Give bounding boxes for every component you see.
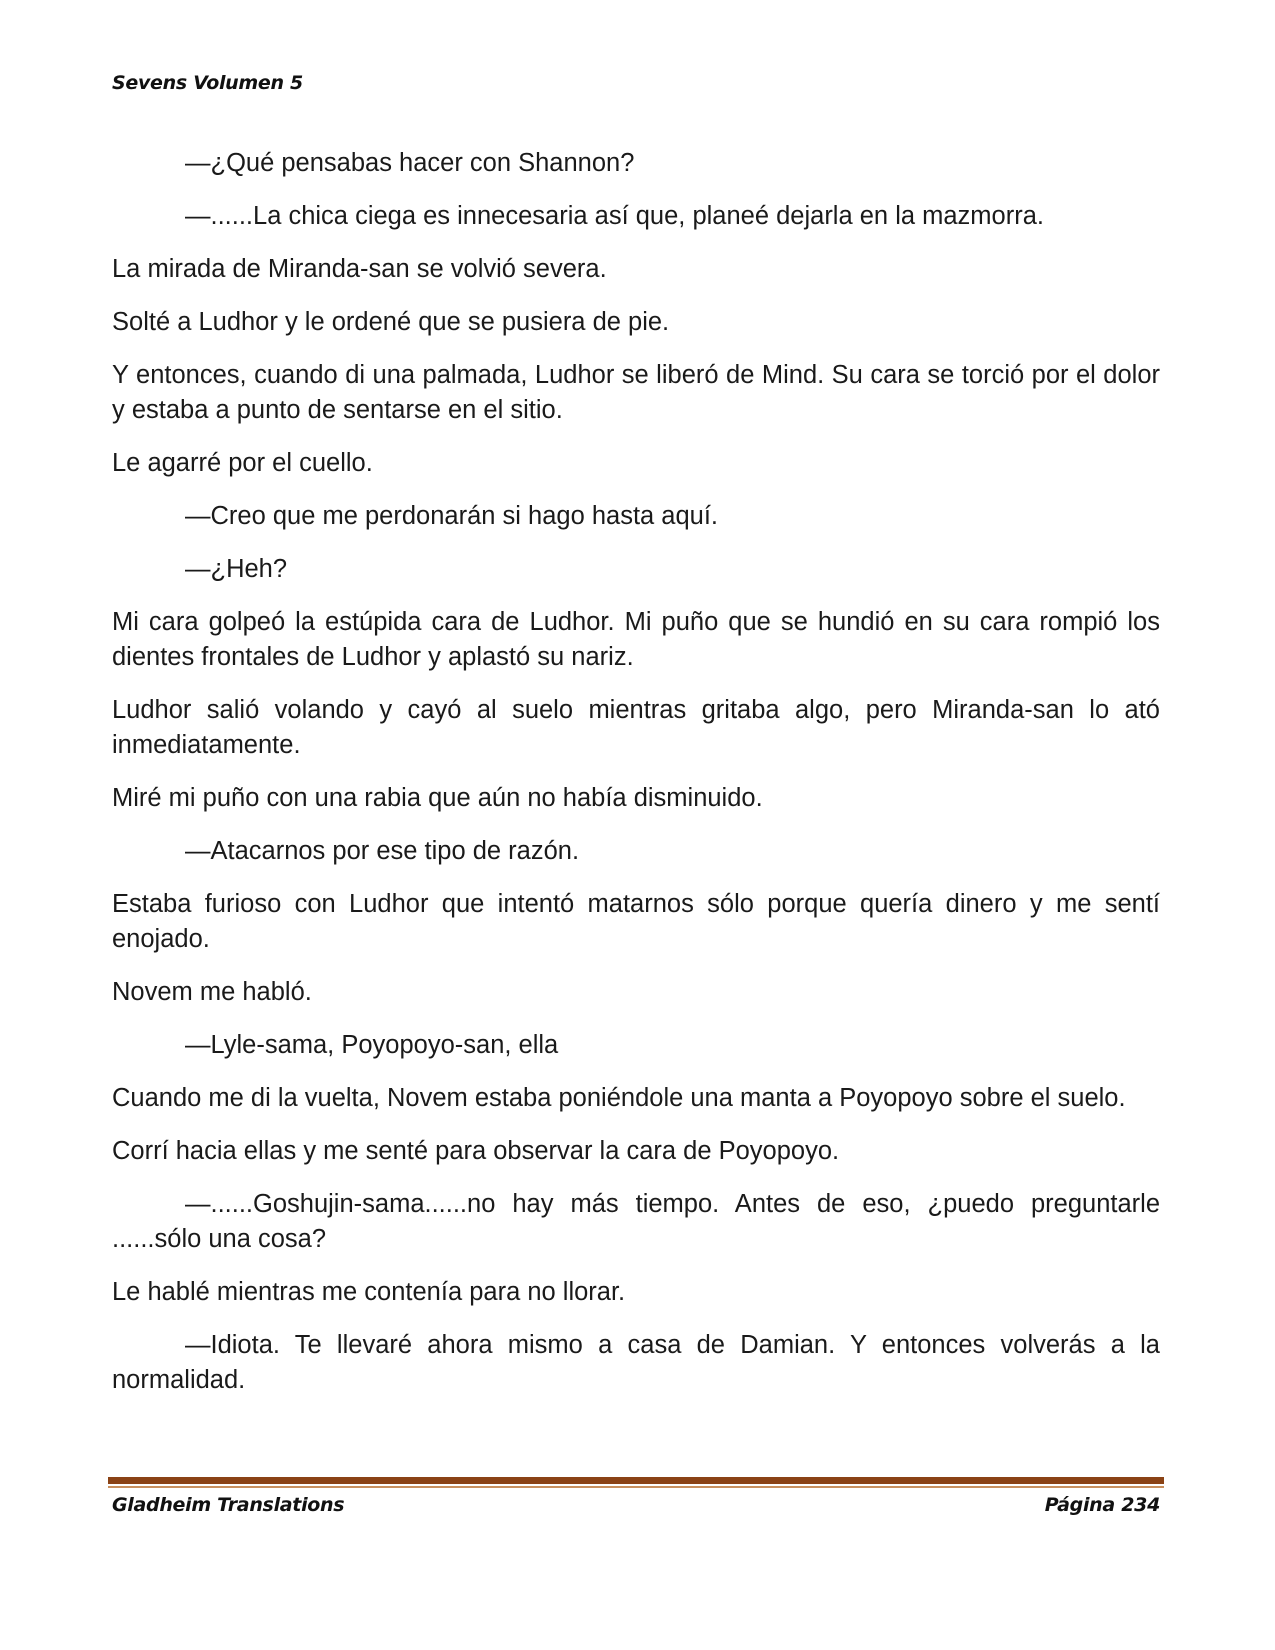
body-text: [112, 146, 1160, 1416]
paragraph: Le agarré por el cuello.: [112, 449, 373, 477]
paragraph-dialogue: —Lyle-sama, Poyopoyo-san, ella: [185, 1031, 559, 1059]
footer-divider: [108, 1477, 1164, 1484]
paragraph-dialogue: —Atacarnos por ese tipo de razón.: [185, 837, 580, 865]
paragraph: Y entonces, cuando di una palmada, Ludhor se liberó de Mind. Su cara se torció por el dolor y estaba a punto de sentarse en el sitio.: [112, 361, 1160, 424]
paragraph: Ludhor salió volando y cayó al suelo mientras gritaba algo, pero Miranda-san lo ató inmediatamente.: [112, 696, 1160, 759]
paragraph-dialogue: —......Goshujin-sama......no hay más tiempo. Antes de eso, ¿puedo preguntarle ......sólo una cosa?: [112, 1190, 1160, 1253]
paragraph: Corrí hacia ellas y me senté para observar la cara de Poyopoyo.: [112, 1137, 840, 1165]
running-header-title: Sevens Volumen 5: [112, 72, 303, 94]
footer-divider-thin: [108, 1486, 1164, 1488]
paragraph-dialogue: —Idiota. Te llevaré ahora mismo a casa de Damian. Y entonces volverás a la normalidad.: [112, 1331, 1160, 1394]
paragraph-dialogue: —Creo que me perdonarán si hago hasta aquí.: [185, 502, 719, 530]
paragraph: Estaba furioso con Ludhor que intentó matarnos sólo porque quería dinero y me sentí enojado.: [112, 890, 1160, 953]
paragraph: Mi cara golpeó la estúpida cara de Ludhor. Mi puño que se hundió en su cara rompió los dientes frontales de Ludhor y aplastó su nariz.: [112, 608, 1160, 671]
paragraph-dialogue: —¿Qué pensabas hacer con Shannon?: [185, 149, 635, 177]
paragraph: Le hablé mientras me contenía para no llorar.: [112, 1278, 626, 1306]
paragraph: Cuando me di la vuelta, Novem estaba poniéndole una manta a Poyopoyo sobre el suelo.: [112, 1084, 1126, 1112]
paragraph-dialogue: —¿Heh?: [185, 555, 288, 583]
footer-publisher: Gladheim Translations: [112, 1494, 345, 1516]
paragraph: La mirada de Miranda-san se volvió severa.: [112, 255, 607, 283]
paragraph: Novem me habló.: [112, 978, 312, 1006]
paragraph: Solté a Ludhor y le ordené que se pusiera de pie.: [112, 308, 670, 336]
paragraph: Miré mi puño con una rabia que aún no había disminuido.: [112, 784, 763, 812]
footer-page-number: Página 234: [1044, 1494, 1160, 1516]
paragraph-dialogue: —......La chica ciega es innecesaria así que, planeé dejarla en la mazmorra.: [185, 202, 1044, 230]
